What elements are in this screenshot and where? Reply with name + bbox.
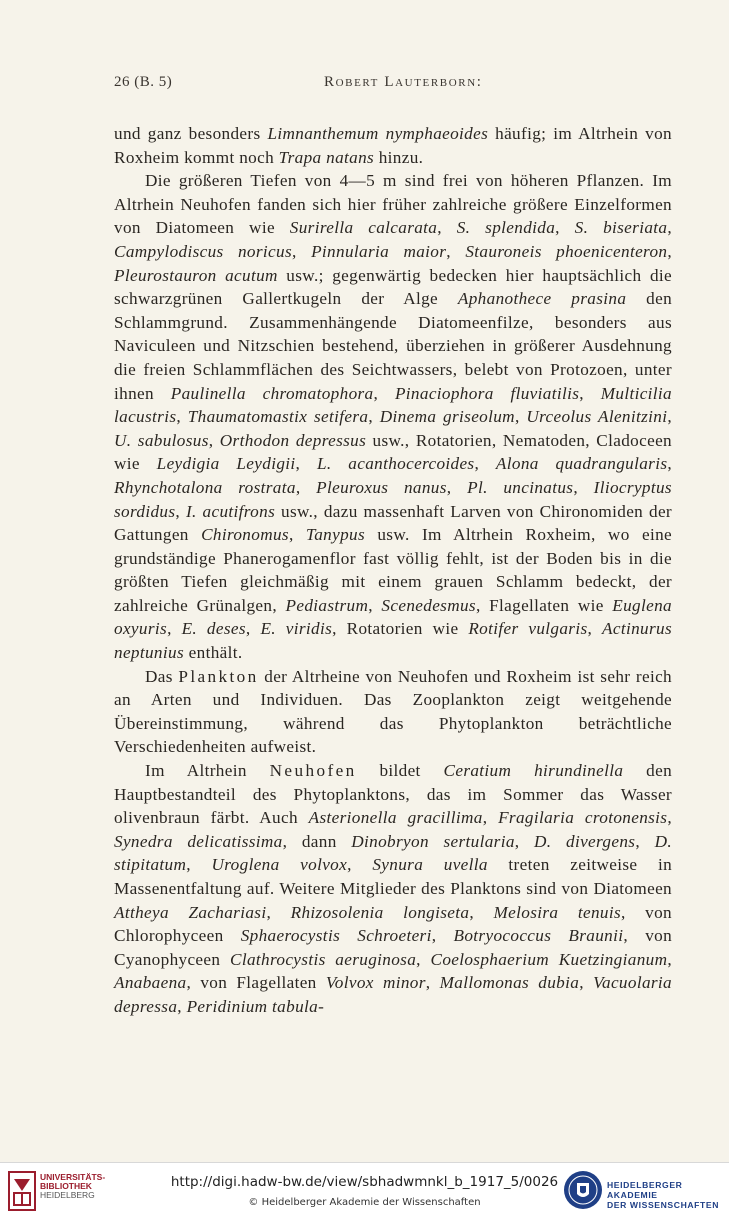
species-name: Pinaciophora fluviatilis <box>394 383 580 403</box>
species-name: Scenedesmus <box>381 595 476 615</box>
text-run: , von Flagellaten <box>186 973 326 993</box>
species-name: Dinema griseolum <box>379 407 515 427</box>
text-run: , <box>587 619 603 639</box>
text-run: , <box>368 407 380 427</box>
body-text <box>114 122 672 1019</box>
species-name: Surirella calcarata <box>289 218 438 238</box>
text-run: , <box>347 855 373 875</box>
text-run: usw., Rotatorien, Nematoden, Cladoceen wie <box>114 430 672 474</box>
paragraph <box>114 759 672 1019</box>
species-name: U. sabulosus <box>114 430 209 450</box>
species-name: Alona quadrangularis <box>495 454 668 474</box>
species-name: Campylodiscus noricus <box>114 241 293 261</box>
text-run: , <box>635 831 655 851</box>
text-run: , <box>295 477 317 497</box>
text-run: , <box>167 619 182 639</box>
university-library-name: UNIVERSITÄTS- BIBLIOTHEK HEIDELBERG <box>40 1172 106 1200</box>
species-name: Synura uvella <box>372 855 488 875</box>
text-run: usw. Im Altrhein Roxheim, wo eine grundständige Phanerogamenflor fast völlig fehlt, ist der Boden bis in die größten Tiefen gleichmäßig mit einem grauen Schlamm bedeckt, der zahlreiche Grünalgen, <box>114 525 672 615</box>
species-name: Coelosphaerium Kuetzingianum <box>430 949 668 969</box>
text-run: , <box>667 808 672 828</box>
text-run: , Flagellaten wie <box>475 595 613 615</box>
species-name: Multicilia lacustris <box>114 383 673 427</box>
species-name: Tanypus <box>305 525 366 545</box>
text-run: und ganz besonders <box>114 124 268 143</box>
species-name: Peridinium tabula- <box>186 996 325 1016</box>
species-name: Iliocryptus sordidus <box>114 477 672 521</box>
text-run: usw., dazu massenhaft Larven von Chironomiden der Gattungen <box>114 501 673 545</box>
text-run: , <box>667 218 672 238</box>
spaced-emphasis: Neuhofen <box>269 761 357 781</box>
text-run: , <box>292 241 312 261</box>
running-head-author: Robert Lauterborn: <box>324 74 483 90</box>
text-run: , <box>469 902 494 922</box>
species-name: Clathrocystis aeruginosa <box>230 949 417 969</box>
species-name: Paulinella chromatophora <box>170 383 374 403</box>
species-name: E. deses <box>181 619 246 639</box>
text-run: , von Cyanophyceen <box>114 926 673 969</box>
species-name: Pinnularia maior <box>311 241 447 261</box>
text-run: den Hauptbestandteil des Phytoplanktons, das im Sommer das Wasser olivenbraun färbt. Auch <box>114 761 673 828</box>
species-name: Mallomonas dubia <box>439 973 580 993</box>
text-run: , <box>186 855 212 875</box>
text-run: , <box>446 477 468 497</box>
text-run: , <box>573 477 594 497</box>
academy-seal-icon <box>563 1170 603 1210</box>
academy-name: HEIDELBERGER AKADEMIE DER WISSENSCHAFTEN <box>607 1180 720 1210</box>
species-name: Uroglena volvox <box>211 855 348 875</box>
species-name: L. acanthocercoides <box>316 454 475 474</box>
species-name: Rhynchotalona rostrata <box>114 477 296 497</box>
species-name: Fragilaria crotonensis <box>498 808 668 828</box>
species-name: E. viridis <box>260 619 333 639</box>
text-run: Die größeren Tiefen von 4—5 m sind frei von höheren Pflanzen. Im Altrhein Neuhofen fanden sich hier früher zahlreiche größere Einzelformen von Diatomeen wie <box>114 171 672 238</box>
text-run: , <box>514 407 527 427</box>
species-name: Melosira tenuis <box>493 902 622 922</box>
species-name: Chironomus <box>201 525 289 545</box>
species-name: Thaumatomastix setifera <box>187 407 369 427</box>
text-run: hinzu. <box>374 147 424 167</box>
text-run: , <box>667 949 673 969</box>
species-name: Pediastrum <box>285 595 369 615</box>
species-name: Trapa natans <box>278 147 375 167</box>
species-name: D. divergens <box>534 831 636 851</box>
species-name: Asterionella gracillima <box>308 808 483 828</box>
text-run: Das <box>145 666 179 686</box>
text-run: , <box>579 973 594 993</box>
text-run: , <box>667 241 672 261</box>
text-run: , <box>373 383 395 403</box>
paragraph <box>114 169 672 664</box>
text-run: , <box>266 902 291 922</box>
species-name: Actinurus neptunius <box>114 619 673 663</box>
species-name: Volvox minor <box>325 973 426 993</box>
text-run: , dann <box>282 831 352 851</box>
text-run: , <box>295 454 317 474</box>
species-name: I. acutifrons <box>185 501 276 521</box>
text-run: bildet <box>356 761 444 781</box>
text-run: , Rotatorien wie <box>332 619 469 639</box>
species-name: Leydigia Leydigii <box>156 454 296 474</box>
species-name: Pleuroxus nanus <box>316 477 447 497</box>
text-run: , <box>446 241 466 261</box>
species-name: Vacuolaria depressa <box>114 973 672 1016</box>
text-run: , <box>474 454 496 474</box>
text-run: der Altrheine von Neuhofen und Roxheim ist sehr reich an Arten und Individuen. Das Zooplankton zeigt weitgehende Übereinstimmung, während das Phytoplankton beträchtliche Verschiedenheiten aufweist. <box>114 666 673 757</box>
species-name: D. stipitatum <box>114 831 672 875</box>
text-run: , <box>176 407 188 427</box>
text-run: , <box>667 454 673 474</box>
species-name: Dinobryon sertularia <box>351 831 515 851</box>
species-name: Attheya Zachariasi <box>114 902 267 922</box>
text-run: Im Altrhein <box>145 761 270 781</box>
species-name: Pleurostauron acutum <box>114 265 278 285</box>
paragraph <box>114 122 672 169</box>
text-run: , <box>431 926 454 946</box>
species-name: Rotifer vulgaris <box>468 619 588 639</box>
species-name: Sphaerocystis Schroeteri <box>240 926 432 946</box>
text-run: , <box>208 430 220 450</box>
page-number: 26 (B. 5) <box>114 74 173 90</box>
text-run: , <box>288 525 306 545</box>
species-name: Botryococcus Braunii <box>453 926 624 946</box>
text-run: häufig; im Altrhein von Roxheim kommt noch <box>114 124 673 167</box>
permalink-url[interactable]: http://digi.hadw-bw.de/view/sbhadwmnkl_b_1917_5/0026 <box>170 1174 559 1190</box>
text-run: , <box>416 949 431 969</box>
copyright-notice: © Heidelberger Akademie der Wissenschaften <box>248 1197 481 1208</box>
species-name: Pl. uncinatus <box>467 477 574 497</box>
species-name: Euglena oxyuris <box>114 595 672 639</box>
text-run: , <box>245 619 261 639</box>
species-name: Synedra delicatissima <box>114 831 283 851</box>
spaced-emphasis: Plankton <box>178 666 259 686</box>
species-name: Urceolus Alenitzini <box>526 407 668 427</box>
text-run: , <box>667 407 673 427</box>
text-run: den Schlammgrund. Zusammenhängende Diatomeenfilze, besonders aus Naviculeen und Nitzschien bestehend, überziehen in größerer Ausdehnung die freien Schlammflächen des Seichtwassers, belebt von Protozoen, unter ihnen <box>114 289 673 403</box>
species-name: S. biseriata <box>574 218 668 238</box>
species-name: Orthodon depressus <box>219 430 367 450</box>
text-run: , <box>555 218 575 238</box>
text-run: , <box>579 383 601 403</box>
species-name: S. splendida <box>456 218 556 238</box>
species-name: Limnanthemum nymphaeoides <box>267 124 489 143</box>
viewer-footer <box>0 1162 729 1218</box>
species-name: Stauroneis phoenicenteron <box>465 241 668 261</box>
paragraph <box>114 665 672 759</box>
text-run: , <box>514 831 535 851</box>
text-run: , <box>368 595 382 615</box>
text-run: , <box>482 808 499 828</box>
species-name: Ceratium hirundinella <box>443 761 624 781</box>
text-run: , <box>177 996 187 1016</box>
text-run: , <box>175 501 186 521</box>
species-name: Rhizosolenia longiseta <box>290 902 470 922</box>
text-run: , <box>425 973 440 993</box>
text-run: enthält. <box>184 643 243 663</box>
text-run: treten zeitweise in Massenentfaltung auf. Weitere Mitglieder des Planktons sind von Diatomeen <box>114 855 673 898</box>
text-run: , von Chlorophyceen <box>114 902 673 946</box>
text-run: usw.; gegenwärtig bedecken hier hauptsächlich die schwarzgrünen Gallertkugeln der Alge <box>114 265 672 309</box>
text-run: , <box>437 218 457 238</box>
species-name: Aphanothece prasina <box>457 289 627 309</box>
species-name: Anabaena <box>114 973 187 993</box>
